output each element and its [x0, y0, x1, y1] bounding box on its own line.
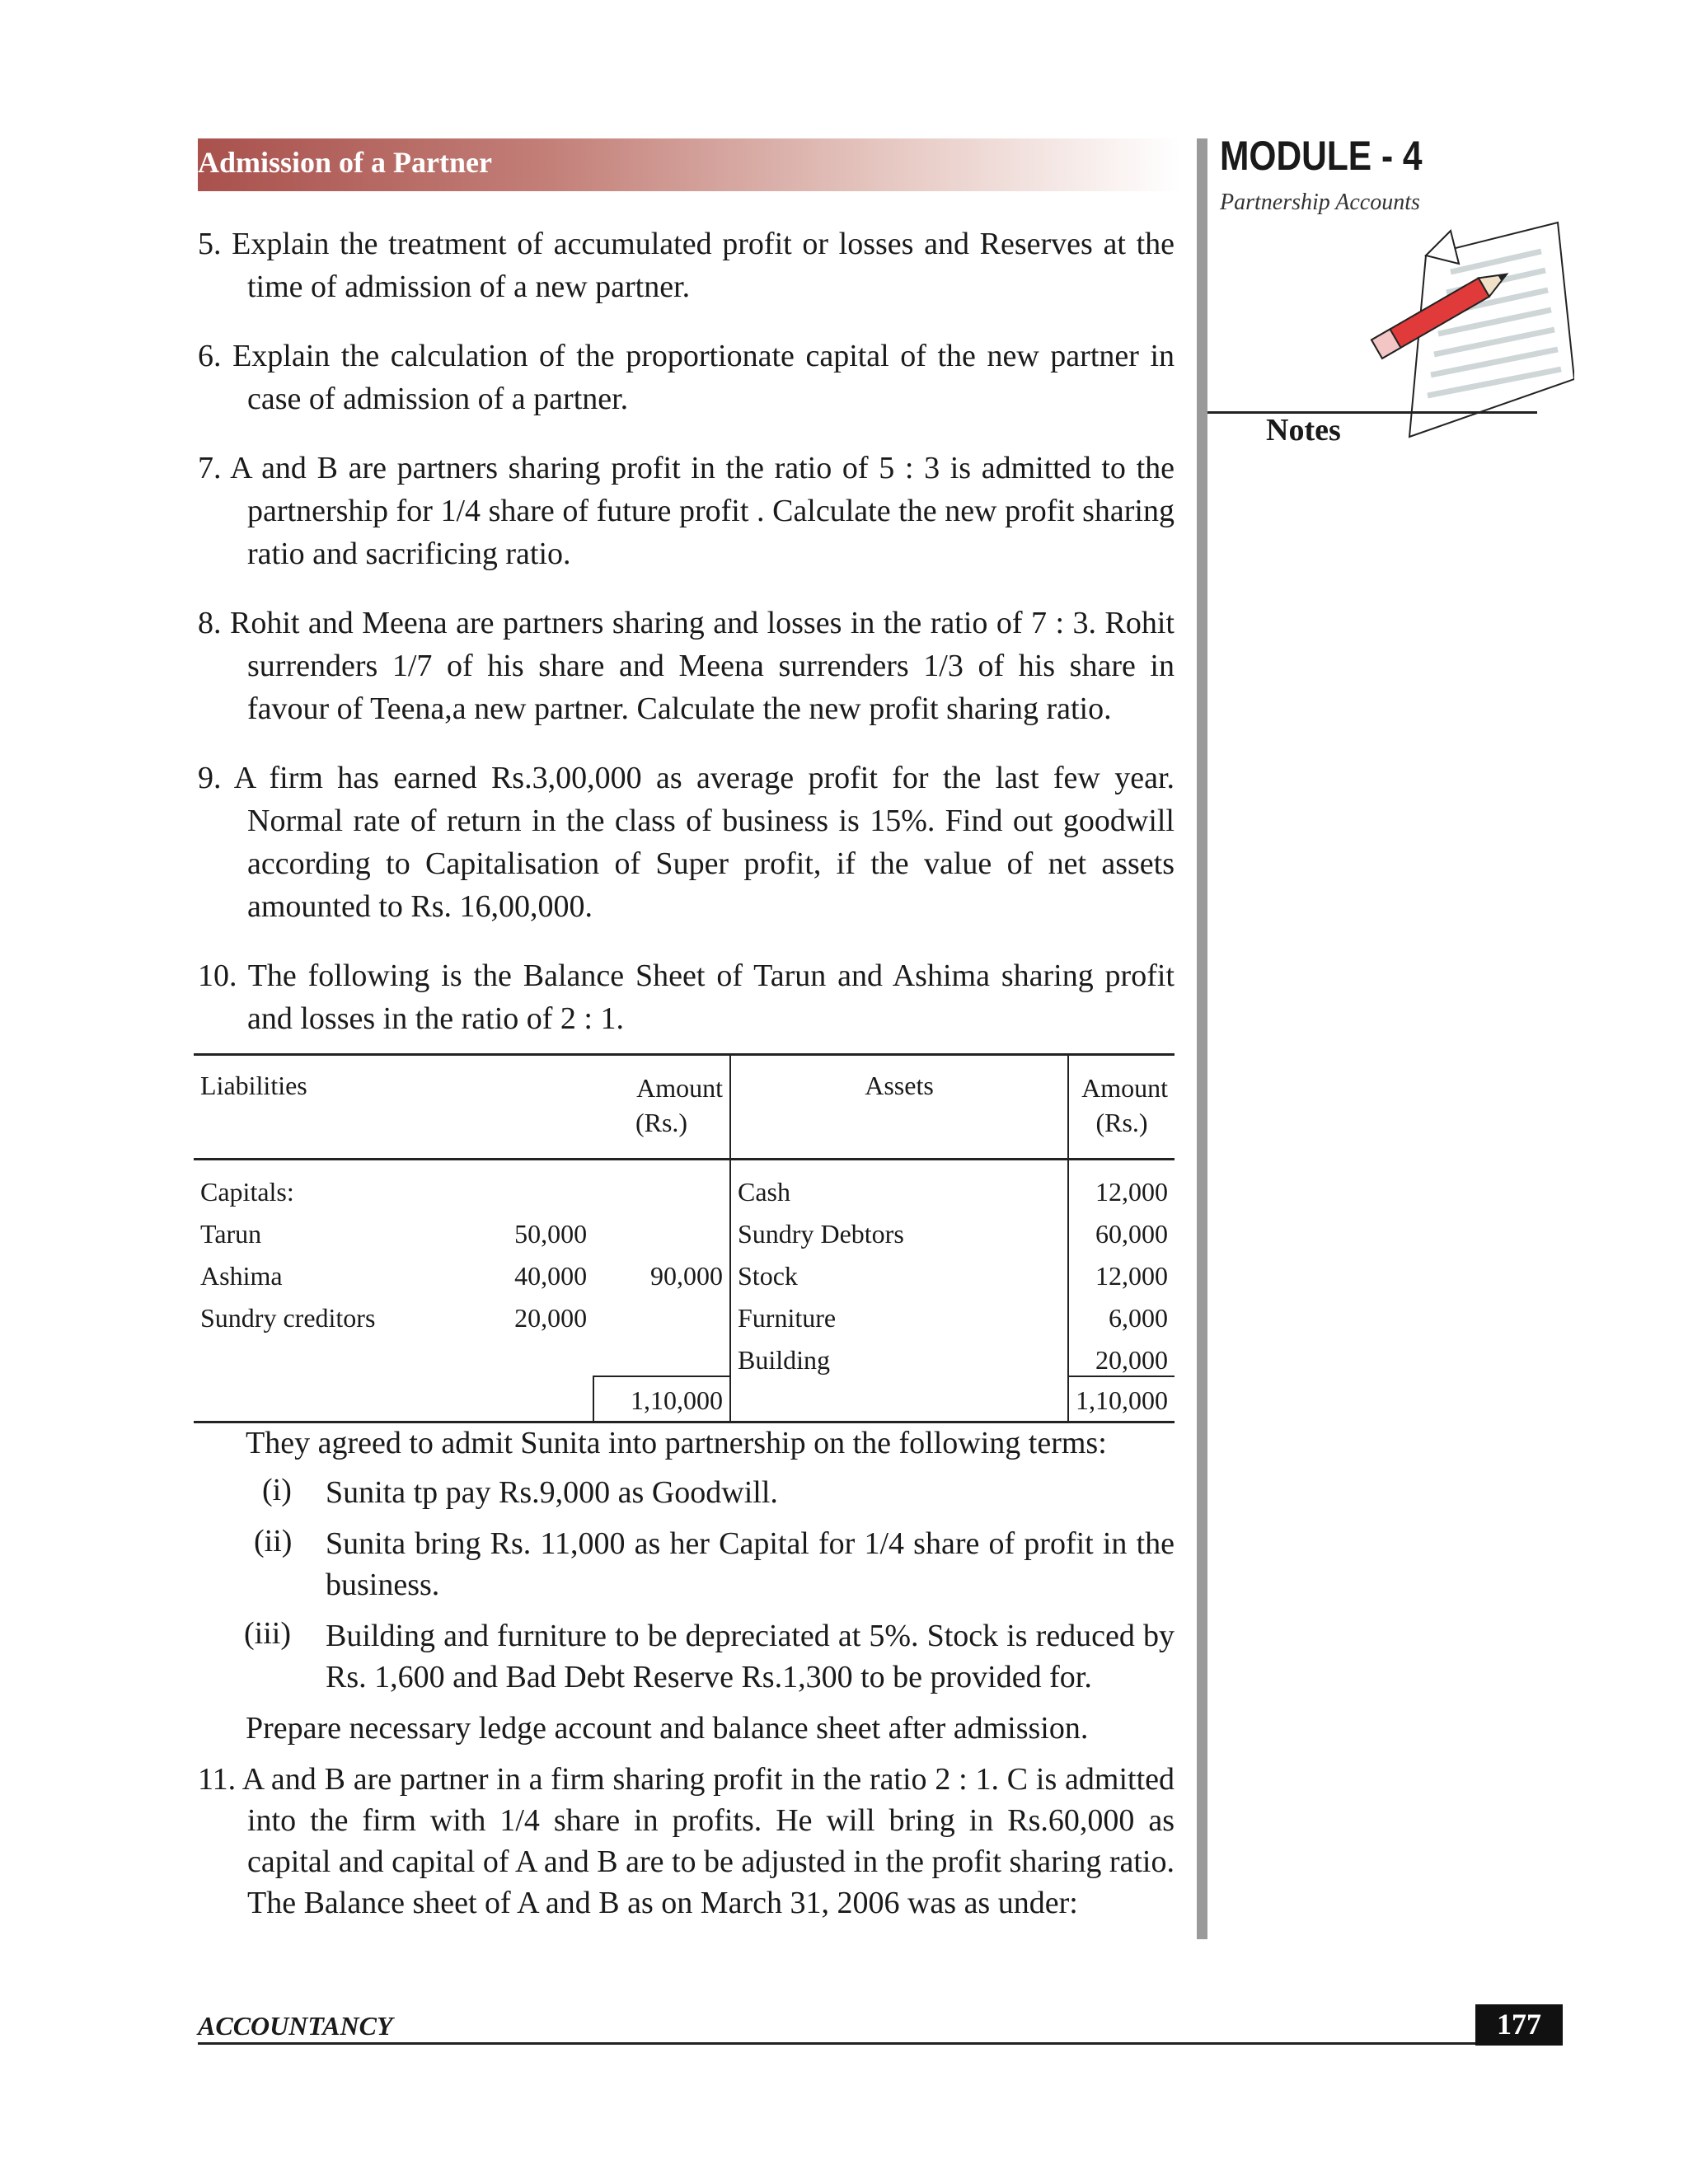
- question-text: Rohit and Meena are partners sharing and losses in the ratio of 7 : 3. Rohit surrenders 1/7 of his share and Meena surrenders 1/3 of his share in favour of Teena,a new partner. Calculate the new profit sharing ratio.: [229, 606, 1175, 726]
- question-text: The following is the Balance Sheet of Tarun and Ashima sharing profit and losses in the ratio of 2 : 1.: [247, 958, 1175, 1036]
- module-title: MODULE - 4: [1220, 133, 1423, 179]
- balance-sheet-table: [194, 1053, 1175, 1423]
- question-text: A and B are partners sharing profit in the ratio of 5 : 3 is admitted to the partnership for 1/4 share of future profit . Calculate the new profit sharing ratio and sacrificing ratio.: [230, 451, 1175, 571]
- term-text: Sunita tp pay Rs.9,000 as Goodwill.: [326, 1475, 778, 1510]
- term-label: (ii): [254, 1524, 293, 1558]
- header-liab-amount: Amount (Rs.): [593, 1055, 730, 1160]
- question-text: A firm has earned Rs.3,00,000 as average profit for the last few year. Normal rate of return in the class of business is 15%. Find out goodwill according to Capitalisation of Super profit, if the value of net assets amounted to Rs. 16,00,000.: [233, 761, 1175, 924]
- question-10: [198, 954, 1175, 1040]
- total-assets: 1,10,000: [1068, 1376, 1175, 1422]
- question-number: 11.: [198, 1762, 237, 1797]
- question-9: [198, 757, 1175, 928]
- question-8: [198, 602, 1175, 730]
- question-6: [198, 335, 1175, 420]
- question-text: Explain the treatment of accumulated profit or losses and Reserves at the time of admission of a new partner.: [232, 227, 1175, 304]
- question-11: [198, 1759, 1175, 1924]
- term-text: Sunita bring Rs. 11,000 as her Capital for 1/4 share of profit in the business.: [326, 1526, 1175, 1602]
- total-liabilities: 1,10,000: [593, 1376, 730, 1422]
- term-label: (iii): [244, 1616, 291, 1651]
- question-number: 9.: [198, 761, 222, 795]
- notes-rule: [1207, 411, 1537, 414]
- margin-divider: [1197, 138, 1207, 1939]
- question-text: A and B are partner in a firm sharing profit in the ratio 2 : 1. C is admitted into the firm with 1/4 share in profits. He will bring in Rs.60,000 as capital and capital of A and B are to be adjusted in the profit sharing ratio. The Balance sheet of A and B as on March 31, 2006 was as under:: [241, 1762, 1175, 1920]
- question-number: 6.: [198, 339, 222, 373]
- term-label: (i): [262, 1473, 292, 1507]
- table-row: Building 20,000: [194, 1333, 1175, 1376]
- table-row: Sundry creditors 20,000 Furniture 6,000: [194, 1291, 1175, 1333]
- header-assets: Assets: [730, 1055, 1068, 1160]
- table-row: Tarun 50,000 Sundry Debtors 60,000: [194, 1207, 1175, 1249]
- question-number: 8.: [198, 606, 222, 640]
- terms-closing: Prepare necessary ledge account and balance sheet after admission.: [246, 1711, 1089, 1746]
- header-asset-amount: Amount (Rs.): [1081, 1073, 1168, 1137]
- notes-label: Notes: [1266, 413, 1341, 448]
- total-row: [194, 1376, 1175, 1422]
- question-number: 7.: [198, 451, 222, 485]
- notes-pencil-icon: [1360, 214, 1574, 445]
- question-number: 10.: [198, 958, 237, 993]
- section-title: Admission of a Partner: [198, 146, 492, 179]
- footer-rule: [198, 2042, 1563, 2045]
- header-liabilities: Liabilities: [200, 1071, 307, 1100]
- module-subtitle: Partnership Accounts: [1220, 190, 1420, 215]
- page-number: 177: [1475, 2004, 1563, 2046]
- question-7: [198, 447, 1175, 575]
- term-text: Building and furniture to be depreciated at 5%. Stock is reduced by Rs. 1,600 and Bad Debt Reserve Rs.1,300 to be provided for.: [326, 1619, 1175, 1694]
- table-row: Capitals: Cash 12,000: [194, 1160, 1175, 1208]
- question-number: 5.: [198, 227, 222, 261]
- terms-intro: They agreed to admit Sunita into partnership on the following terms:: [246, 1426, 1107, 1460]
- question-5: [198, 223, 1175, 308]
- section-header-band: [198, 138, 1180, 191]
- question-text: Explain the calculation of the proportionate capital of the new partner in case of admission of a partner.: [232, 339, 1175, 416]
- table-row: Ashima 40,000 90,000 Stock 12,000: [194, 1249, 1175, 1291]
- footer-subject: ACCOUNTANCY: [198, 2011, 393, 2041]
